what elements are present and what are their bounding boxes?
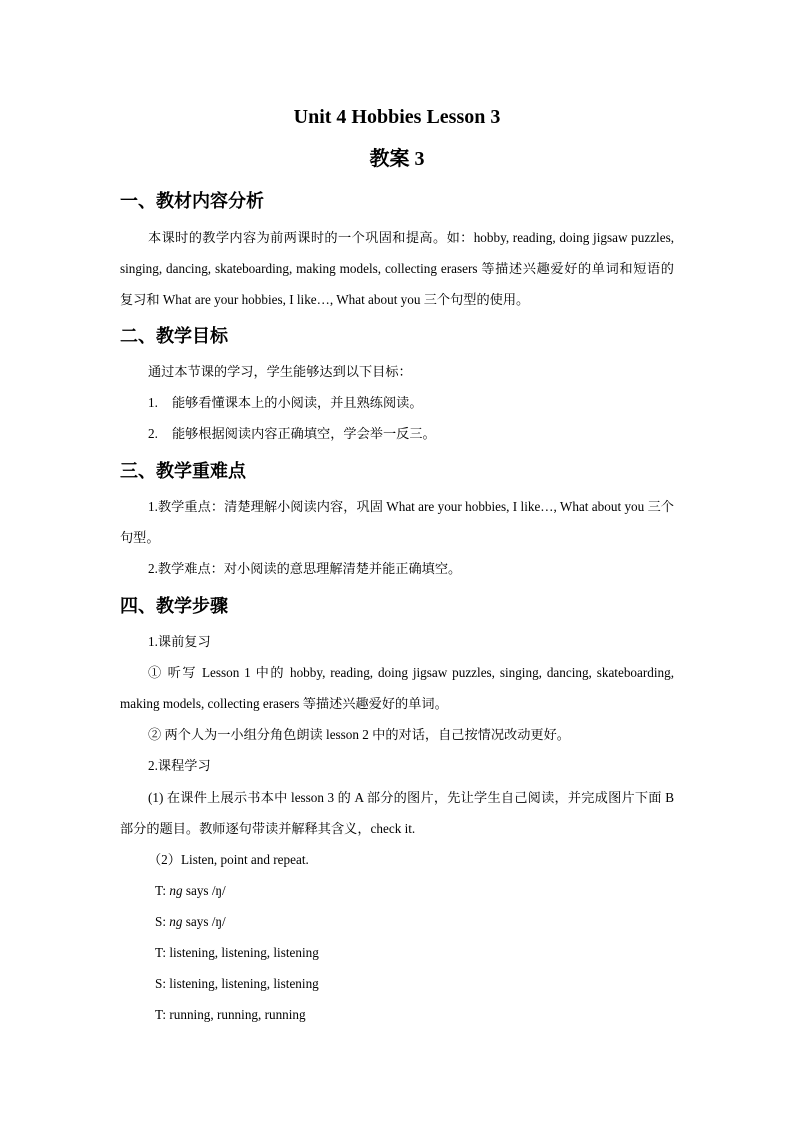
dialogue-text: says /ŋ/ bbox=[182, 883, 226, 898]
content-analysis-paragraph: 本课时的教学内容为前两课时的一个巩固和提高。如：hobby, reading, doing jigsaw puzzles, singing, dancing, skateboarding, making models, collecting erasers 等描述兴趣爱好的单词和短语的复习和 What are your hobbies, I like…, What about you 三个句型的使用。 bbox=[120, 230, 674, 307]
document-subtitle: 教案 3 bbox=[369, 148, 425, 170]
dialogue-line bbox=[155, 943, 319, 963]
review-item-2: ② 两个人为一小组分角色朗读 lesson 2 中的对话，自己按情况改动更好。 bbox=[148, 727, 570, 742]
section-heading-steps: 四、教学步骤 bbox=[120, 596, 228, 616]
section-heading-objectives: 二、教学目标 bbox=[120, 326, 228, 346]
dialogue-line bbox=[155, 881, 226, 901]
objectives-intro: 通过本节课的学习，学生能够达到以下目标： bbox=[148, 364, 412, 379]
dialogue-speaker: T: bbox=[155, 883, 167, 898]
objective-text: 能够看懂课本上的小阅读，并且熟练阅读。 bbox=[172, 395, 423, 410]
review-title: 1.课前复习 bbox=[148, 634, 211, 649]
dialogue-text: listening, listening, listening bbox=[166, 976, 319, 991]
dialogue-word: ng bbox=[169, 883, 183, 898]
objective-item bbox=[148, 393, 423, 413]
dialogue-text: running, running, running bbox=[166, 1007, 306, 1022]
difficulty-line: 2.教学难点：对小阅读的意思理解清楚并能正确填空。 bbox=[148, 561, 462, 576]
section-heading-content-analysis: 一、教材内容分析 bbox=[120, 191, 264, 211]
key-point-paragraph: 1.教学重点：清楚理解小阅读内容，巩固 What are your hobbies, I like…, What about you 三个句型。 bbox=[120, 499, 674, 545]
dialogue-speaker: T: bbox=[155, 945, 167, 960]
document-title: Unit 4 Hobbies Lesson 3 bbox=[293, 106, 501, 128]
dialogue-line bbox=[155, 974, 319, 994]
objective-item bbox=[148, 424, 436, 444]
dialogue-word: ng bbox=[169, 914, 183, 929]
study-item-1: (1) 在课件上展示书本中 lesson 3 的 A 部分的图片，先让学生自己阅读，并完成图片下面 B 部分的题目。教师逐句带读并解释其含义，check it. bbox=[120, 790, 674, 836]
dialogue-speaker: T: bbox=[155, 1007, 167, 1022]
objective-number: 2. bbox=[148, 426, 158, 441]
dialogue-text: listening, listening, listening bbox=[166, 945, 319, 960]
study-item-2: （2）Listen, point and repeat. bbox=[148, 852, 309, 867]
dialogue-text: says /ŋ/ bbox=[182, 914, 226, 929]
section-heading-key-points: 三、教学重难点 bbox=[120, 461, 246, 481]
dialogue-speaker: S: bbox=[155, 976, 166, 991]
objective-text: 能够根据阅读内容正确填空，学会举一反三。 bbox=[172, 426, 436, 441]
study-title: 2.课程学习 bbox=[148, 758, 211, 773]
dialogue-line bbox=[155, 1005, 306, 1025]
dialogue-line bbox=[155, 912, 226, 932]
review-item-1: ① 听写 Lesson 1 中的 hobby, reading, doing jigsaw puzzles, singing, dancing, skateboarding, making models, collecting erasers 等描述兴趣爱好的单词。 bbox=[120, 665, 674, 711]
dialogue-speaker: S: bbox=[155, 914, 166, 929]
objective-number: 1. bbox=[148, 395, 158, 410]
